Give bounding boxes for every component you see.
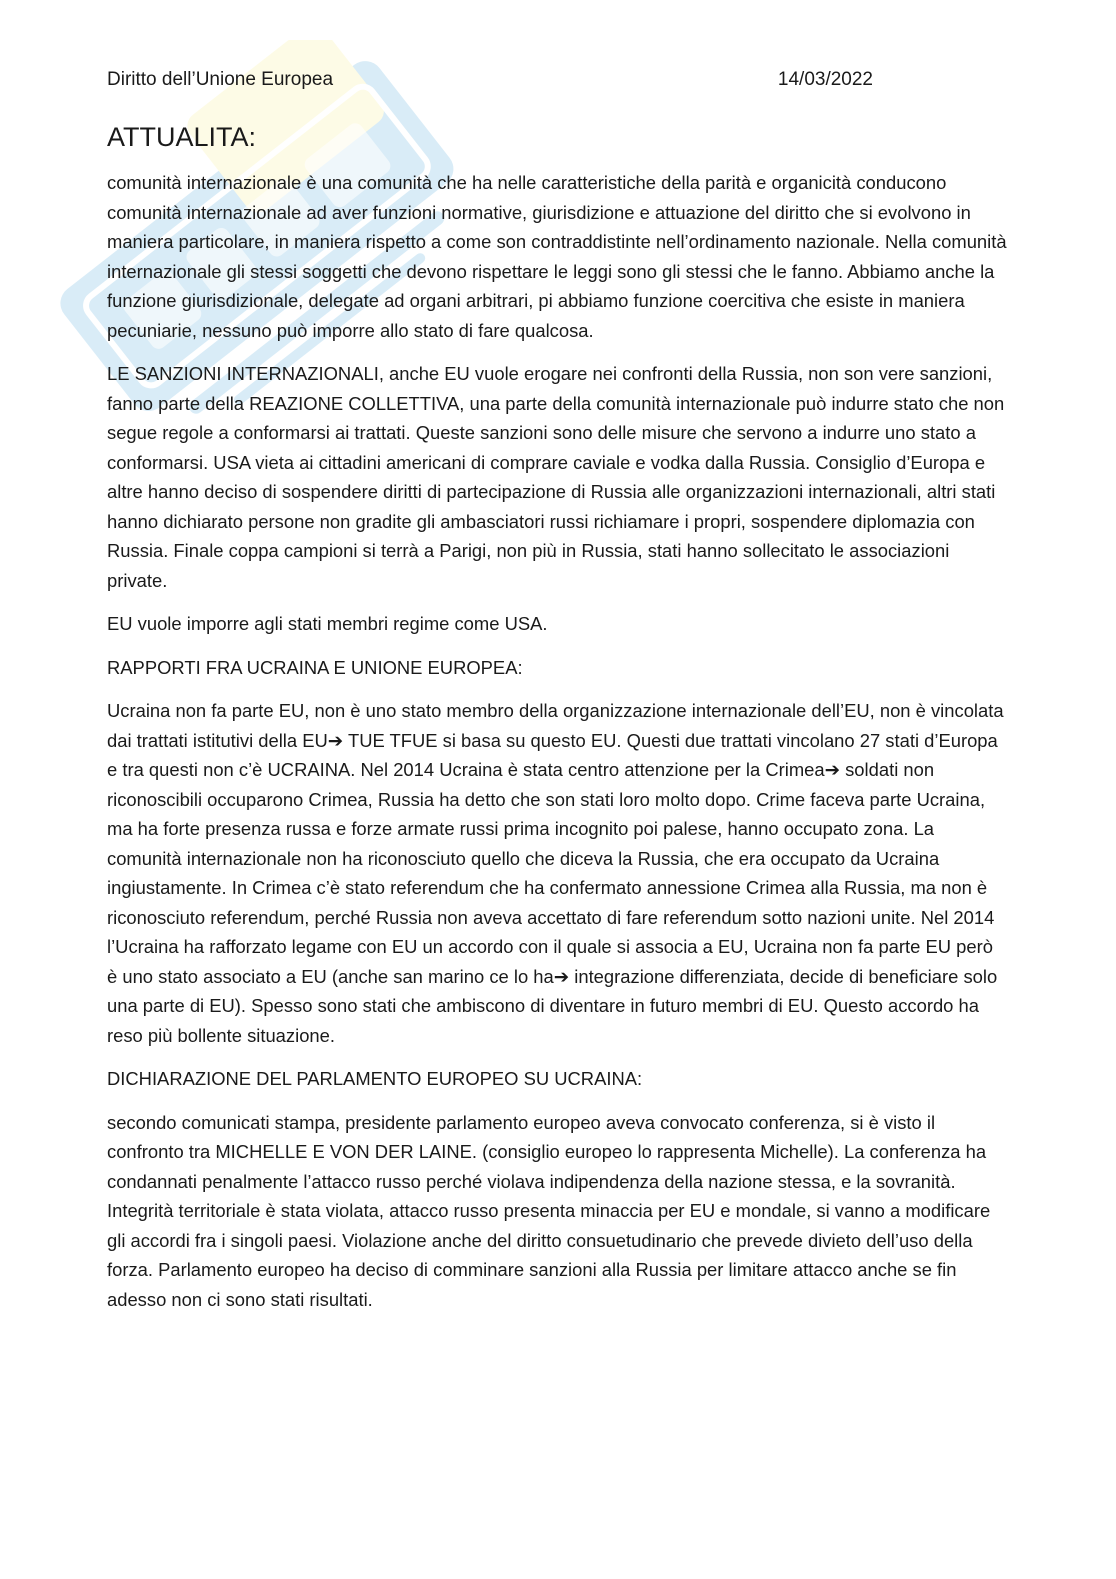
course-name: Diritto dell’Unione Europea: [107, 69, 334, 90]
subheading-dichiarazione-parlamento: DICHIARAZIONE DEL PARLAMENTO EUROPEO SU UCRAINA:: [107, 1068, 643, 1089]
paragraph-comunita-internazionale: comunità internazionale è una comunità che ha nelle caratteristiche della parità e organicità conducono comunità internazionale ad aver funzioni normative, giurisdizione e attuazione del diritto che si evolvono in maniera particolare, in maniera rispetto a come son contraddistinte nell’ordinamento nazionale. Nella comunità internazionale gli stessi soggetti che devono rispettare le leggi sono gli stessi che le fanno. Abbiamo anche la funzione giurisdizionale, delegate ad organi arbitrari, pi abbiamo funzione coercitiva che esiste in maniera pecuniarie, nessuno può imporre allo stato di fare qualcosa.: [107, 172, 1007, 341]
section-title: ATTUALITA:: [107, 122, 257, 152]
paragraph-ucraina-eu: Ucraina non fa parte EU, non è uno stato membro della organizzazione internazionale dell’EU, non è vincolata dai trattati istitutivi della EU➔ TUE TFUE si basa su questo EU. Questi due trattati vincolano 27 stati d’Europa e tra questi non c’è UCRAINA. Nel 2014 Ucraina è stata centro attenzione per la Crimea➔ soldati non riconoscibili occuparono Crimea, Russia ha detto che son stati loro molto dopo. Crime faceva parte Ucraina, ma ha forte presenza russa e forze armate russi prima incognito poi palese, hanno occupato zona. La comunità internazionale non ha riconosciuto quello che diceva la Russia, che era occupato da Ucraina ingiustamente. In Crimea c’è stato referendum che ha confermato annessione Crimea alla Russia, ma non è riconosciuto referendum, perché Russia non aveva accettato di fare referendum sotto nazioni unite. Nel 2014 l’Ucraina ha rafforzato legame con EU un accordo con il quale si associa a EU, Ucraina non fa parte EU però è uno stato associato a EU (anche san marino ce lo ha➔ integrazione differenziata, decide di beneficiare solo una parte di EU). Spesso sono stati che ambiscono di diventare in futuro membri di EU. Questo accordo ha reso più bollente situazione.: [107, 700, 1004, 1046]
subheading-rapporti-ucraina-ue: RAPPORTI FRA UCRAINA E UNIONE EUROPEA:: [107, 656, 523, 678]
document-header: [107, 66, 873, 94]
paragraph-eu-regime: EU vuole imporre agli stati membri regime come USA.: [107, 613, 548, 634]
paragraph-dichiarazione: secondo comunicati stampa, presidente parlamento europeo aveva convocato conferenza, si è visto il confronto tra MICHELLE E VON DER LAINE. (consiglio europeo lo rappresenta Michelle). La conferenza ha condannati penalmente l’attacco russo perché violava indipendenza della nazione stessa, e la sovranità. Integrità territoriale è stata violata, attacco russo presenta minaccia per EU e mondale, si vanno a modificare gli accordi fra i singoli paesi. Violazione anche del diritto consuetudinario che prevede divieto dell’uso della forza. Parlamento europeo ha deciso di comminare sanzioni alla Russia per limitare attacco anche se fin adesso non ci sono stati risultati.: [107, 1111, 991, 1310]
document-date: 14/03/2022: [777, 69, 873, 90]
document-page: [107, 66, 1007, 1328]
paragraph-sanzioni-internazionali: LE SANZIONI INTERNAZIONALI, anche EU vuole erogare nei confronti della Russia, non son vere sanzioni, fanno parte della REAZIONE COLLETTIVA, una parte della comunità internazionale può indurre stato che non segue regole a conformarsi ai trattati. Queste sanzioni sono delle misure che servono a indurre uno stato a conformarsi. USA vieta ai cittadini americani di comprare caviale e vodka dalla Russia. Consiglio d’Europa e altre hanno deciso di sospendere diritti di partecipazione di Russia alle organizzazioni internazionali, altri stati hanno dichiarato persone non gradite gli ambasciatori russi richiamare i propri, sospendere diplomazia con Russia. Finale coppa campioni si terrà a Parigi, non più in Russia, stati hanno sollecitato le associazioni private.: [107, 363, 1005, 591]
